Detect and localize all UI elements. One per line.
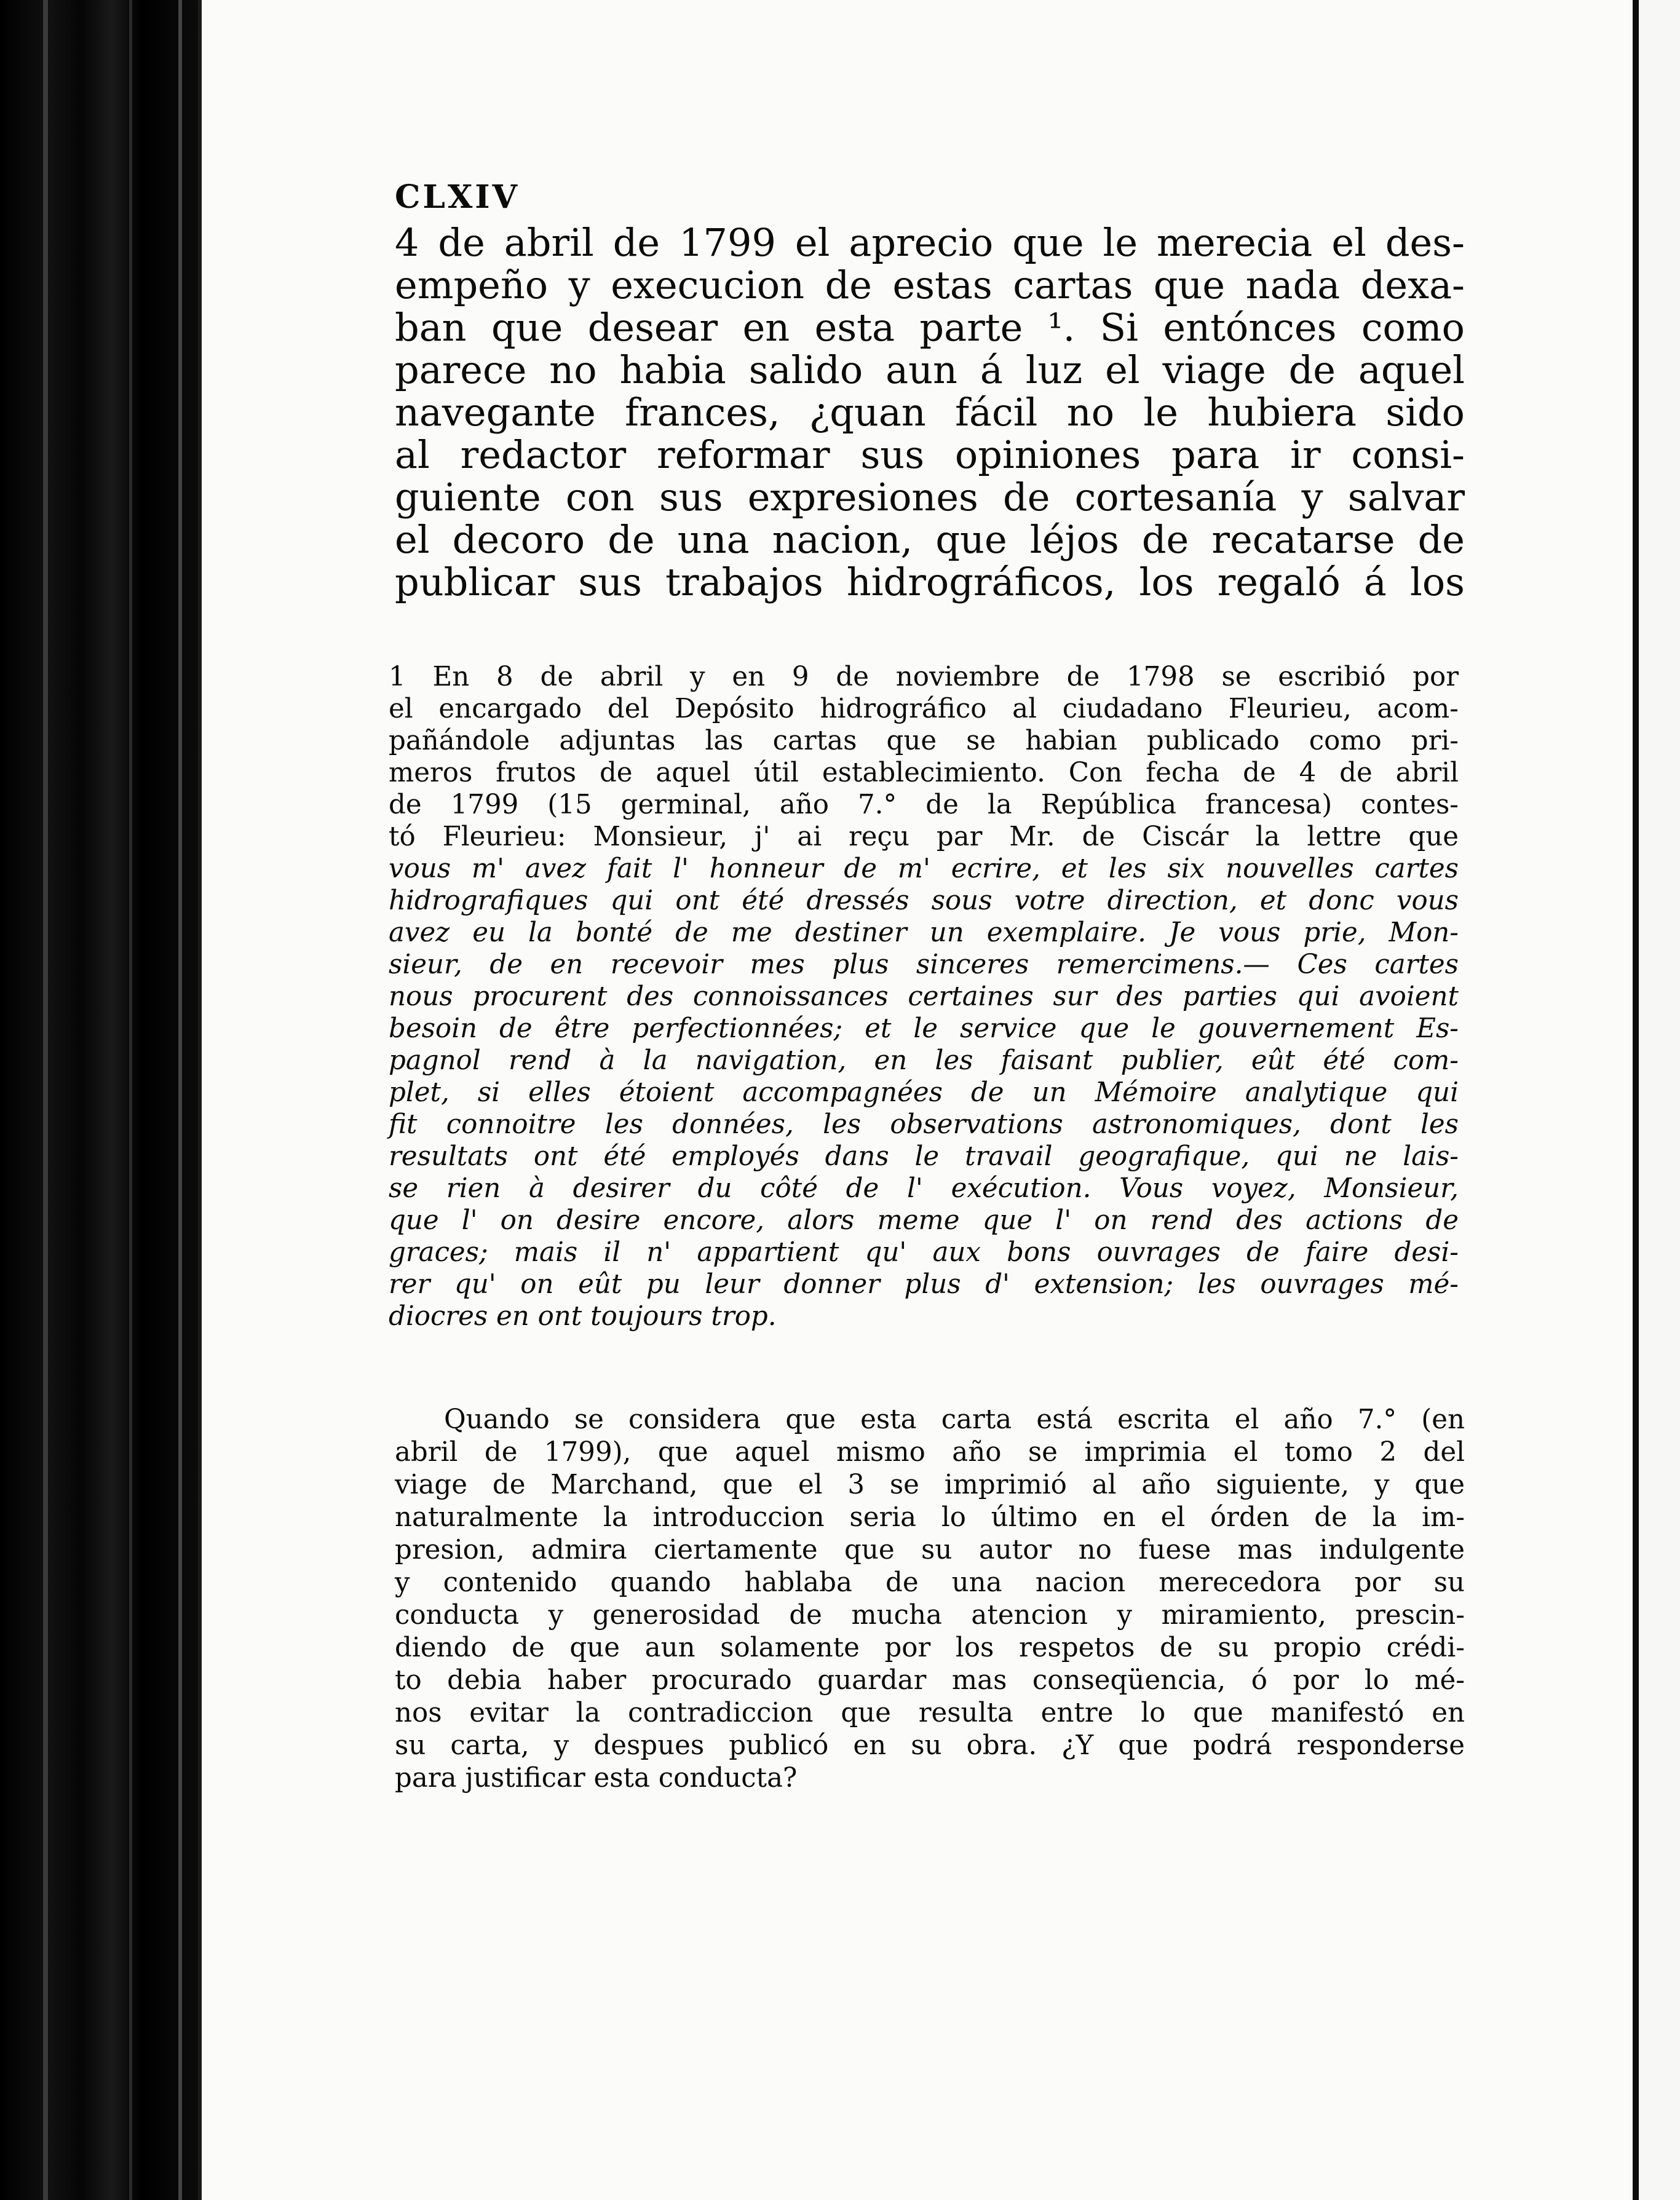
text-line: 4 de abril de 1799 el aprecio que le merecia el des-: [395, 220, 1465, 265]
text-line: empeño y execucion de estas cartas que nada dexa-: [395, 263, 1465, 307]
paragraph-line: diendo de que aun solamente por los respetos de su propio crédi-: [395, 1632, 1465, 1663]
binding-edge-line: [43, 0, 48, 2200]
main-text: [395, 221, 1465, 603]
paragraph-line: su carta, y despues publicó en su obra. ¿Y que podrá responderse: [395, 1730, 1465, 1761]
book-binding: [0, 0, 203, 2200]
text-line: navegante frances, ¿quan fácil no le hubiera sido: [395, 390, 1465, 435]
footnote: [389, 661, 1459, 1332]
footnote-line: 1 En 8 de abril y en 9 de noviembre de 1798 se escribió por: [389, 662, 1459, 692]
footnote-line: plet, si elles étoient accompagnées de un Mémoire analytique qui: [389, 1077, 1459, 1108]
footnote-line: fit connoitre les données, les observations astronomiques, dont les: [389, 1109, 1459, 1140]
text-line: ban que desear en esta parte ¹. Si entónces como: [395, 305, 1465, 350]
footnote-line: hidrografiques qui ont été dressés sous votre direction, et donc vous: [389, 885, 1459, 916]
text-line: el decoro de una nacion, que léjos de recatarse de: [395, 517, 1465, 562]
paragraph-line: presion, admira ciertamente que su autor no fuese mas indulgente: [395, 1535, 1465, 1565]
footnote-line: avez eu la bonté de me destiner un exemplaire. Je vous prie, Mon-: [389, 917, 1459, 948]
paragraph-line: conducta y generosidad de mucha atencion y miramiento, prescin-: [395, 1600, 1465, 1631]
next-page-edge: [1633, 0, 1680, 2200]
binding-edge-line: [129, 0, 132, 2200]
footnote-line: besoin de être perfectionnées; et le service que le gouvernement Es-: [389, 1013, 1459, 1044]
footnote-line: tó Fleurieu: Monsieur, j' ai reçu par Mr. de Ciscár la lettre que: [389, 821, 1459, 852]
paragraph-line: naturalmente la introduccion seria lo último en el órden de la im-: [395, 1502, 1465, 1533]
footnote-line: meros frutos de aquel útil establecimiento. Con fecha de 4 de abril: [389, 758, 1459, 788]
paragraph-line: y contenido quando hablaba de una nacion merecedora por su: [395, 1567, 1465, 1598]
footnote-line: pañándole adjuntas las cartas que se habian publicado como pri-: [389, 726, 1459, 756]
footnote-line: vous m' avez fait l' honneur de m' ecrire, et les six nouvelles cartes: [389, 853, 1459, 884]
binding-edge-line: [178, 0, 182, 2200]
paragraph-line: nos evitar la contradiccion que resulta entre lo que manifestó en: [395, 1698, 1465, 1728]
text-line: parece no habia salido aun á luz el viage de aquel: [395, 347, 1465, 392]
paragraph-line: abril de 1799), que aquel mismo año se imprimia el tomo 2 del: [395, 1437, 1465, 1468]
text-line: al redactor reformar sus opiniones para ir consi-: [395, 432, 1465, 477]
footnote-line: rer qu' on eût pu leur donner plus d' extension; les ouvrages mé-: [389, 1269, 1459, 1300]
text-line: publicar sus trabajos hidrográficos, los regaló á los: [395, 560, 1465, 604]
footnote-line: graces; mais il n' appartient qu' aux bons ouvrages de faire desi-: [389, 1237, 1459, 1268]
footnote-line: el encargado del Depósito hidrográfico al ciudadano Fleurieu, acom-: [389, 694, 1459, 724]
paragraph-line: to debia haber procurado guardar mas conseqüencia, ó por lo mé-: [395, 1665, 1465, 1696]
footnote-line: que l' on desire encore, alors meme que l' on rend des actions de: [389, 1205, 1459, 1236]
footnote-line: sieur, de en recevoir mes plus sinceres remercimens.— Ces cartes: [389, 949, 1459, 980]
footnote-line: resultats ont été employés dans le travail geografique, qui ne lais-: [389, 1141, 1459, 1172]
text-line: guiente con sus expresiones de cortesanía y salvar: [395, 475, 1465, 520]
page-number: CLXIV: [395, 178, 520, 216]
paragraph-line: viage de Marchand, que el 3 se imprimió al año siguiente, y que: [395, 1470, 1465, 1500]
footnote-line: se rien à desirer du côté de l' exécution. Vous voyez, Monsieur,: [389, 1173, 1459, 1204]
footnote-line: de 1799 (15 germinal, año 7.° de la República francesa) contes-: [389, 789, 1459, 820]
footnote-line: nous procurent des connoissances certaines sur des parties qui avoient: [389, 981, 1459, 1012]
footnote-line: pagnol rend à la navigation, en les faisant publier, eût été com-: [389, 1045, 1459, 1076]
paragraph-line: para justificar esta conducta?: [395, 1763, 798, 1794]
footnote-line: diocres en ont toujours trop.: [389, 1301, 777, 1332]
paragraph-line: Quando se considera que esta carta está escrita el año 7.° (en: [444, 1404, 1465, 1435]
body-paragraph: [395, 1404, 1465, 1795]
